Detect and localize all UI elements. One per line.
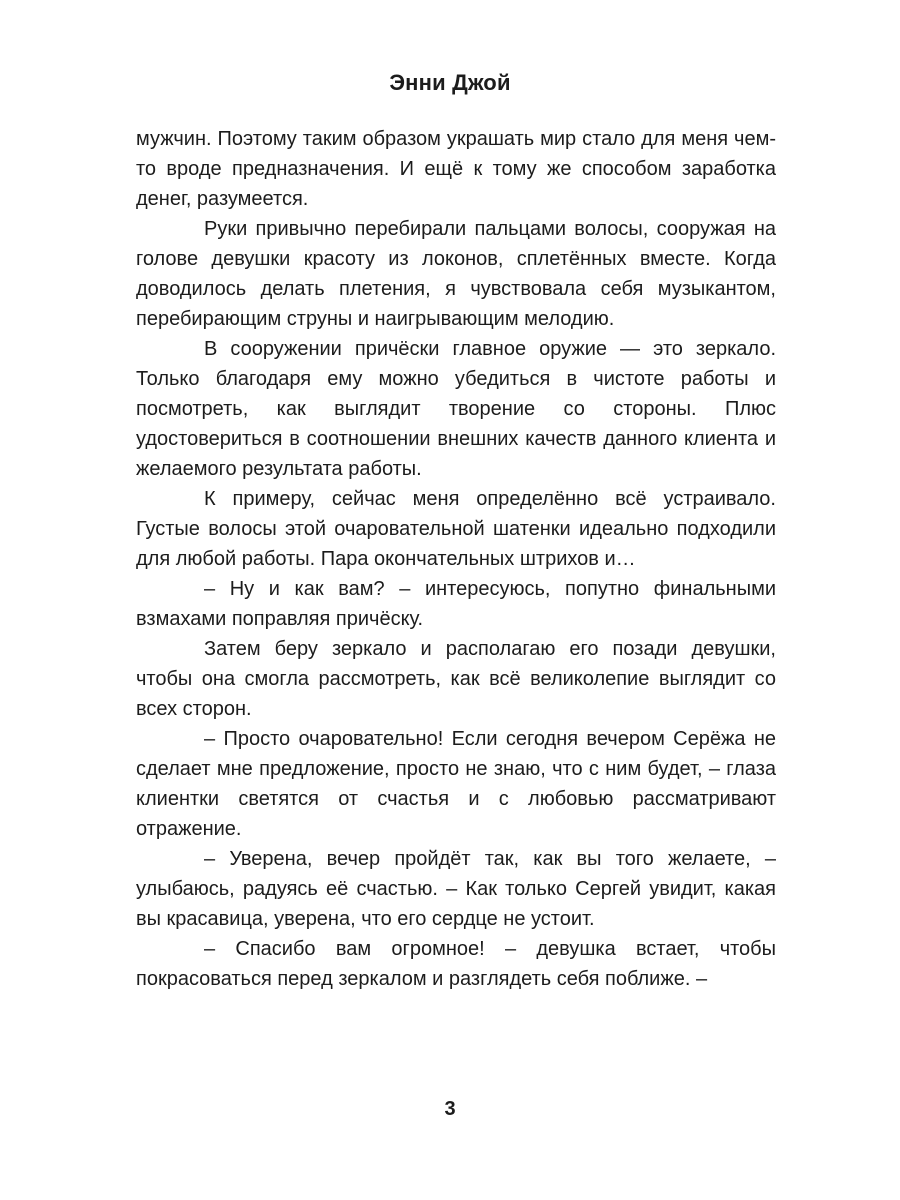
running-head-author: Энни Джой — [389, 70, 511, 95]
paragraph: – Уверена, вечер пройдёт так, как вы того желаете, – улыбаюсь, радуясь её счастью. – Как только Сергей увидит, какая вы красавица, уверена, что его сердце не устоит. — [136, 848, 776, 930]
paragraph: В сооружении причёски главное оружие — это зеркало. Только благодаря ему можно убедиться в чистоте работы и посмотреть, как выглядит творение со стороны. Плюс удостовериться в соотношении внешних качеств данного клиента и желаемого результата работы. — [136, 338, 776, 480]
paragraph: Затем беру зеркало и располагаю его позади девушки, чтобы она смогла рассмотреть, как всё великолепие выглядит со всех сторон. — [136, 638, 776, 720]
paragraph: – Ну и как вам? – интересуюсь, попутно финальными взмахами поправляя причёску. — [136, 578, 776, 630]
paragraph: К примеру, сейчас меня определённо всё устраивало. Густые волосы этой очаровательной шатенки идеально подходили для любой работы. Пара окончательных штрихов и… — [136, 488, 776, 570]
paragraph: Руки привычно перебирали пальцами волосы, сооружая на голове девушки красоту из локонов, сплетённых вместе. Когда доводилось делать плетения, я чувствовала себя музыкантом, перебирающим струны и наигрывающим мелодию. — [136, 218, 776, 330]
paragraph: мужчин. Поэтому таким образом украшать мир стало для меня чем-то вроде предназначения. И ещё к тому же способом заработка денег, разумеется. — [136, 128, 776, 210]
paragraph: – Просто очаровательно! Если сегодня вечером Серёжа не сделает мне предложение, просто не знаю, что с ним будет, – глаза клиентки светятся от счастья и с любовью рассматривают отражение. — [136, 728, 776, 840]
paragraph: – Спасибо вам огромное! – девушка встает, чтобы покрасоваться перед зеркалом и разглядеть себя поближе. – — [136, 938, 776, 990]
body-text — [136, 124, 776, 994]
page-number: 3 — [444, 1098, 456, 1120]
